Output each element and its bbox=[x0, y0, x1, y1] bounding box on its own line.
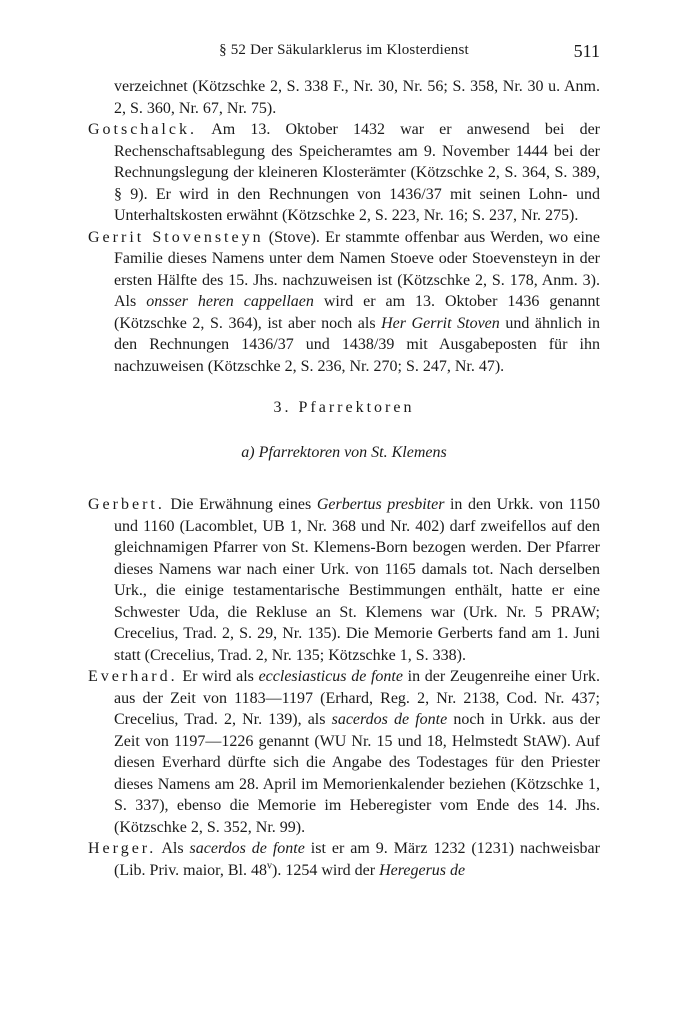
entry-gotschalck bbox=[88, 119, 600, 227]
entry-italic: Her Gerrit Stoven bbox=[381, 314, 500, 332]
entry-italic: Heregerus de bbox=[379, 861, 466, 879]
entry-text: Als bbox=[161, 840, 190, 857]
entry-text: wird er am 13. Oktober 1436 genannt (Kötzschke 2, S. 364), ist aber noch als bbox=[114, 293, 600, 332]
entry-herger bbox=[88, 838, 600, 881]
entry-text: noch in Urkk. aus der Zeit von 1197—1226 genannt (WU Nr. 15 und 18, Helmstedt StAW). Auf diesen Everhard dürfte sich die Angabe des Todestages für den Priester dieses Namens am 28. April im Memorienkalender beziehen (Kötzschke 1, S. 337), ebenso die Memorie im Heberegister vom Ende des 14. Jhs. (Kötzschke 2, S. 352, Nr. 99). bbox=[114, 711, 601, 836]
continuation-paragraph bbox=[88, 76, 600, 119]
entry-name: Gerbert. bbox=[88, 496, 165, 513]
section-heading: 3. Pfarrektoren bbox=[273, 399, 415, 416]
entry-gerbert bbox=[88, 494, 600, 666]
book-page bbox=[88, 42, 600, 881]
entry-italic: Gerbertus presbiter bbox=[316, 496, 445, 513]
entry-text: ist er am 9. März 1232 (1231) nachweisbar (Lib. Priv. maior, Bl. 48 bbox=[114, 840, 600, 879]
entry-text: ). 1254 wird der bbox=[271, 861, 380, 879]
entry-italic: ecclesiasticus de fonte bbox=[258, 668, 403, 685]
page-number: 511 bbox=[573, 41, 600, 61]
running-head bbox=[88, 42, 600, 66]
entry-italic: sacerdos de fonte bbox=[331, 711, 448, 728]
entry-italic: sacerdos de fonte bbox=[189, 840, 305, 857]
body-text bbox=[88, 76, 600, 881]
entry-text: und ähnlich in den Rechnungen 1436/37 und 1438/39 mit Ausgabeposten für ihn nachzuweisen (Kötzschke 2, S. 236, Nr. 270; S. 247, Nr. 47). bbox=[114, 314, 600, 375]
entry-everhard bbox=[88, 666, 600, 838]
entry-name: Herger. bbox=[88, 840, 157, 857]
entry-name: Everhard. bbox=[88, 668, 178, 685]
entry-text: Am 13. Oktober 1432 war er anwesend bei der Rechenschaftsablegung des Speicheramtes am 9. November 1444 bei der Rechnungslegung der kleineren Klosterämter (Kötzschke 2, S. 364, S. 389, § 9). Er wird in den Rechnungen von 1436/37 mit seinen Lohn- und Unterhaltskosten erwähnt (Kötzschke 2, S. 223, Nr. 16; S. 237, Nr. 275). bbox=[114, 121, 600, 224]
superscript: v bbox=[266, 860, 272, 872]
entry-text: (Stove). Er stammte offenbar aus Werden, wo eine Familie dieses Namens unter dem Namen Stoeve oder Stoevensteyn in der ersten Hälfte des 15. Jhs. nachzuweisen ist (Kötzschke 2, S. 178, Anm. 3). Als bbox=[114, 228, 601, 310]
entry-name: Gotschalck. bbox=[88, 121, 197, 138]
entry-text: in der Zeugenreihe einer Urk. aus der Zeit von 1183—1197 (Erhard, Reg. 2, Nr. 2138, Cod. Nr. 437; Crecelius, Trad. 2, Nr. 139), als bbox=[114, 668, 601, 728]
entry-text: Er wird als bbox=[182, 668, 259, 685]
entry-text: Die Erwähnung eines bbox=[170, 496, 317, 513]
entry-gerrit-stovensteyn bbox=[88, 227, 600, 378]
paragraph-text: verzeichnet (Kötzschke 2, S. 338 F., Nr. 30, Nr. 56; S. 358, Nr. 30 u. Anm. 2, S. 360, Nr. 67, Nr. 75). bbox=[114, 78, 600, 117]
entry-text: in den Urkk. von 1150 und 1160 (Lacomblet, UB 1, Nr. 368 und Nr. 402) darf zweifellos auf den gleichnamigen Pfarrer von St. Klemens-Born bezogen werden. Der Pfarrer dieses Namens war nach einer Urk. von 1165 damals tot. Nach derselben Urk., die einige testamentarische Bestimmungen enthält, hatte er eine Schwester Uda, die Rekluse an St. Klemens war (Urk. Nr. 5 PRAW; Crecelius, Trad. 2, S. 29, Nr. 135). Die Memorie Gerberts fand am 1. Juni statt (Crecelius, Trad. 2, Nr. 135; Kötzschke 1, S. 338). bbox=[114, 496, 601, 664]
running-title: § 52 Der Säkularklerus im Klosterdienst bbox=[219, 42, 469, 58]
entry-italic: onsser heren cappellaen bbox=[146, 293, 314, 310]
entry-name: Gerrit Stovensteyn bbox=[88, 228, 264, 246]
subsection-heading: a) Pfarrektoren von St. Klemens bbox=[241, 443, 447, 461]
